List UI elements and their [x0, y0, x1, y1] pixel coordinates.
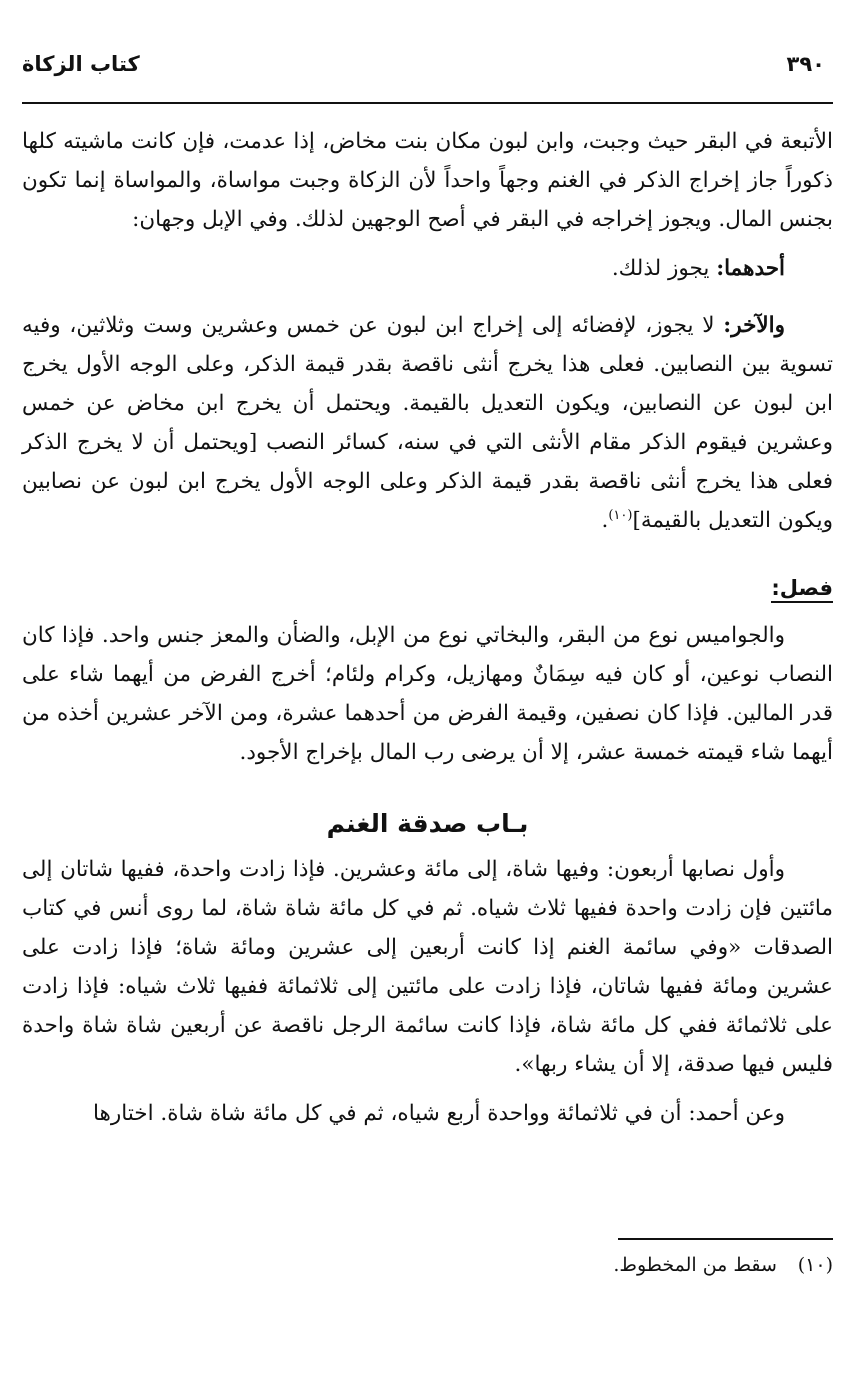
- section-heading-label: فصل:: [771, 576, 833, 603]
- book-page: [22, 0, 833, 1374]
- main-text: [22, 122, 833, 1133]
- paragraph: الأتبعة في البقر حيث وجبت، وابن لبون مكان بنت مخاض، إذا عدمت، فإن كانت ماشيته كلها ذكوراً جاز إخراج الذكر في الغنم وجهاً واحداً لأن الزكاة وجبت مواساة، والمواساة إنما تكون بجنس المال. ويجوز إخراجه في البقر في أصح الوجهين لذلك. وفي الإبل وجهان:: [22, 129, 833, 232]
- running-title: كتاب الزكاة: [22, 52, 140, 76]
- page-header: [22, 52, 833, 92]
- paragraph: [22, 249, 833, 288]
- footnote-number: (١٠): [797, 1254, 833, 1276]
- paragraph: [22, 306, 833, 540]
- paragraph-text: لا يجوز، لإفضائه إلى إخراج ابن لبون عن خمس وعشرين وست وثلاثين، وفيه تسوية بين النصابين. فعلى هذا يخرج أنثى ناقصة بقدر قيمة الذكر، وعلى الوجه الأول يخرج ابن لبون عن النصابين، ويكون التعديل بالقيمة. ويحتمل أن يخرج ابن مخاض عن خمس وعشرين فيقوم الذكر مقام الأنثى التي في سنه، كسائر النصب [ويحتمل أن لا يخرج الذكر فعلى هذا يخرج أنثى ناقصة بقدر قيمة الذكر وعلى الوجه الأول يخرج ابن لبون عن نصابين ويكون التعديل بالقيمة]: [22, 313, 833, 533]
- paragraph: والجواميس نوع من البقر، والبخاتي نوع من الإبل، والضأن والمعز جنس واحد. فإذا كان النصاب نوعين، أو كان فيه سِمَانٌ ومهازيل، وكرام ولئام؛ أخرج الفرض من أيهما شاء على قدر المالين. فإذا كان نصفين، وقيمة الفرض من أحدهما عشرة، ومن الآخر عشرين أخذه من أيهما شاء قيمته خمسة عشر، إلا أن يرضى رب المال بإخراج الأجود.: [22, 623, 833, 765]
- header-rule: [22, 102, 833, 104]
- page-number: ٣٩٠: [786, 52, 825, 76]
- paragraph-text: يجوز لذلك.: [611, 256, 717, 281]
- chapter-title: بـاب صدقة الغنم: [326, 809, 529, 838]
- paragraph-lead: أحدهما:: [716, 256, 785, 281]
- paragraph: وأول نصابها أربعون: وفيها شاة، إلى مائة وعشرين. فإذا زادت واحدة، ففيها شاتان إلى مائتين فإن زادت واحدة ففيها ثلاث شياه. ثم في كل مائة شاة شاة، لما روى أنس في كتاب الصدقات «وفي سائمة الغنم إذا كانت أربعين إلى عشرين ومائة شاة؛ فإذا زادت على عشرين ومائة ففيها شاتان، فإذا زادت على مائتين إلى ثلاثمائة ففيها ثلاث شياه: فإذا زادت على ثلاثمائة ففي كل مائة شاة، فإذا كانت سائمة الرجل ناقصة عن أربعين شاة شاة واحدة فليس فيها صدقة، إلا أن يشاء ربها».: [22, 857, 833, 1077]
- paragraph: وعن أحمد: أن في ثلاثمائة وواحدة أربع شياه، ثم في كل مائة شاة شاة. اختارها: [93, 1101, 785, 1126]
- section-heading: [22, 570, 833, 606]
- footnote-reference: (١٠): [608, 507, 633, 523]
- footnote-text: سقط من المخطوط.: [613, 1254, 777, 1276]
- paragraph-text: .: [601, 508, 609, 533]
- footnote-rule: [618, 1238, 833, 1240]
- footnote: [22, 1250, 833, 1280]
- paragraph-lead: والآخر:: [723, 313, 785, 338]
